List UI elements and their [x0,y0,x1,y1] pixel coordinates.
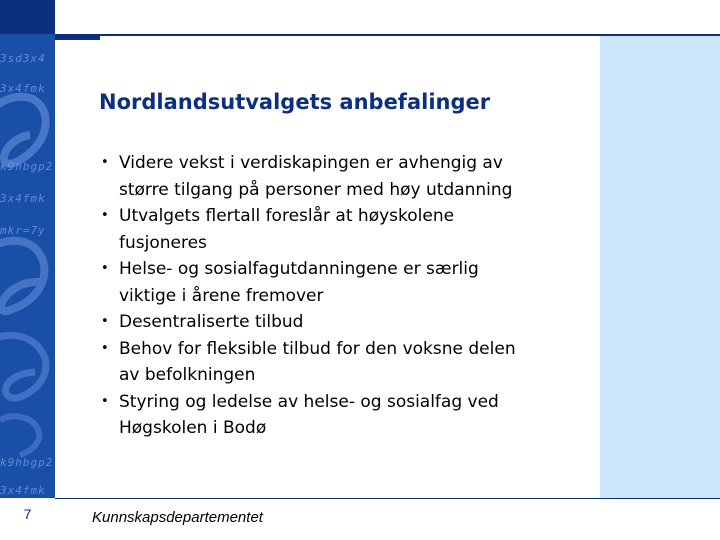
bullet-text: Behov for fleksible tilbud for den voksne delen av befolkningen [119,338,516,385]
band-texture-text: k9hbgp2 [0,456,54,469]
right-decorative-panel [600,36,720,498]
bullet-item [98,256,598,309]
bullet-text: Desentraliserte tilbud [119,312,304,332]
bullet-item [98,389,598,442]
bullet-item [98,309,598,336]
bullet-marker: • [101,261,109,276]
band-texture-text: 3x4fmk [0,192,46,205]
left-decorative-band [0,0,55,540]
bullet-text: Helse- og sosialfagutdanningene er særlig viktige i årene fremover [119,259,479,306]
footer-organization: Kunnskapsdepartementet [92,509,263,526]
bullet-text: Styring og ledelse av helse- og sosialfag ved Høgskolen i Bodø [119,391,499,438]
band-texture-text: 3x4fmk [0,484,46,497]
band-texture-text: 3sd3x4 [0,52,46,65]
bullet-marker: • [101,314,109,329]
bullet-text: Videre vekst i verdiskapingen er avhengig av større tilgang på personer med høy utdanning [119,153,513,200]
band-texture-text: mkr=7y [0,224,46,237]
bullet-text: Utvalgets flertall foreslår at høyskolene fusjoneres [119,206,455,253]
bullet-marker: • [101,340,109,356]
slide-number: 7 [23,506,32,522]
bullet-marker: • [101,393,109,409]
bullet-list [98,150,598,442]
swirl-pattern-icon [0,0,55,498]
slide-title: Nordlandsutvalgets anbefalinger [99,90,491,114]
top-accent-bar [55,34,100,40]
bullet-marker: • [101,208,109,223]
bullet-item [98,203,598,256]
bullet-item [98,336,598,389]
bullet-marker: • [101,155,109,170]
band-texture-text: 3x4fmk [0,82,46,95]
bullet-item [98,150,598,203]
band-texture-text: k9hbgp2 [0,160,54,173]
bottom-rule [55,498,720,499]
